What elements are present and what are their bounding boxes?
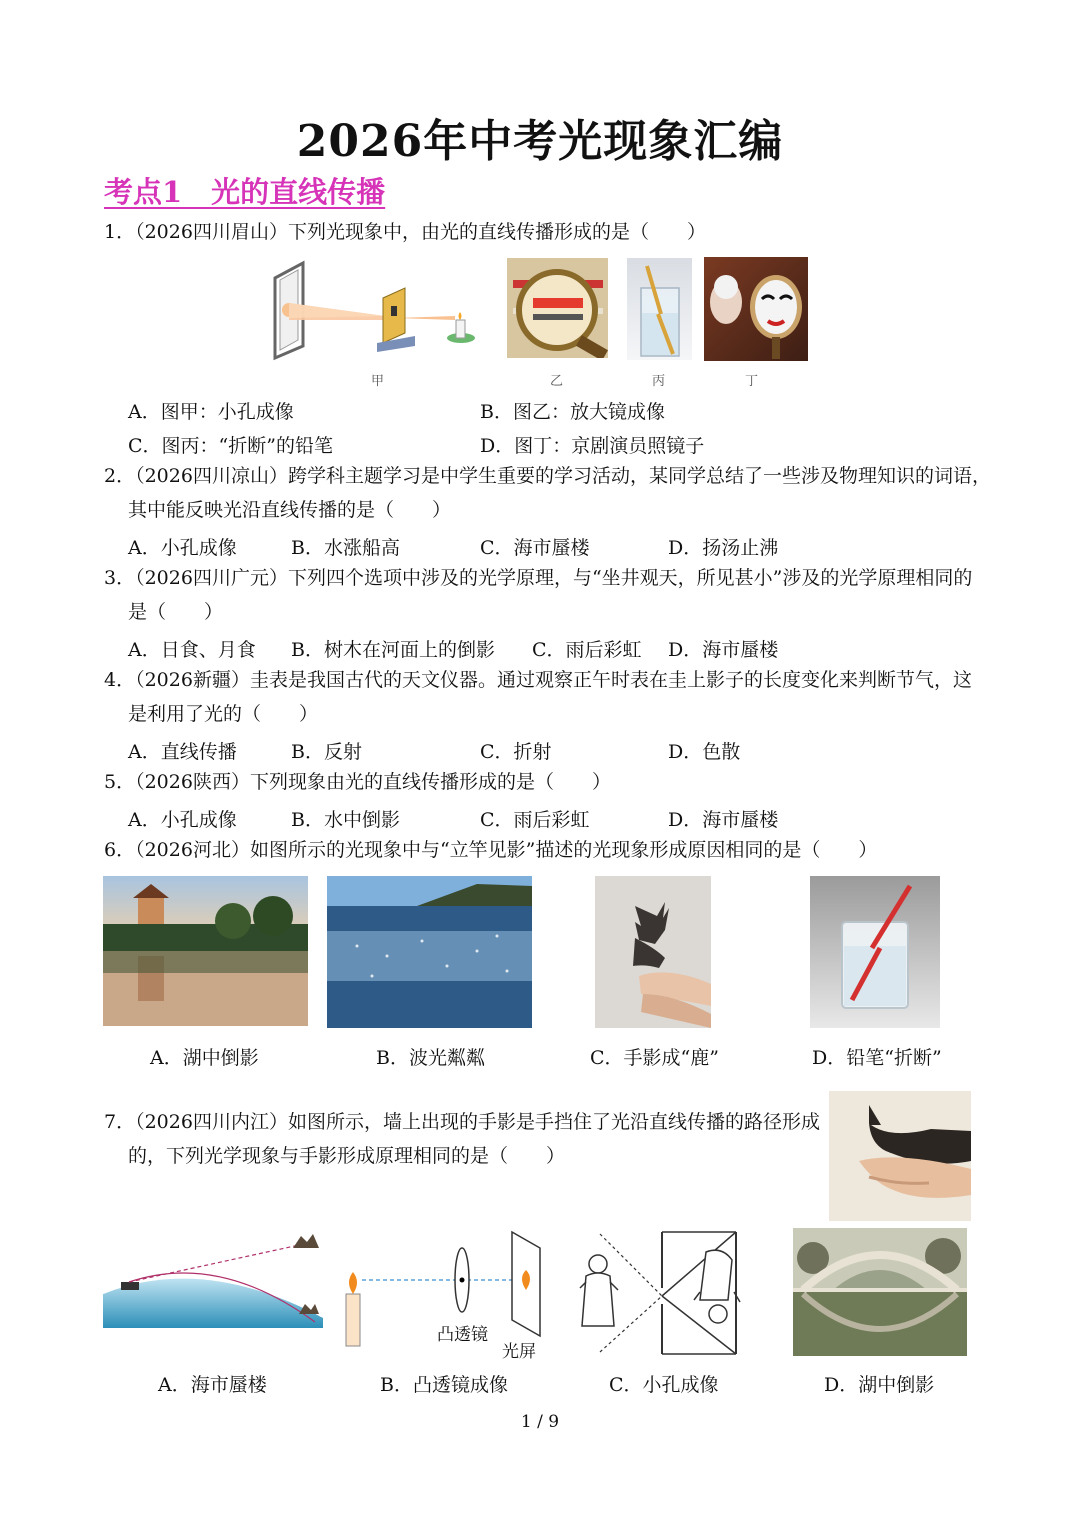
question-3-stem-line1: 3．（2026四川广元）下列四个选项中涉及的光学原理，与“坐井观天，所见甚小”涉及的光学原理相同的 (104, 567, 973, 589)
q4-option-d[interactable]: D．色散 (668, 741, 741, 763)
q7-option-c[interactable]: C．小孔成像 (609, 1374, 719, 1396)
q7-screen-label: 光屏 (502, 1342, 536, 1362)
q2-option-b[interactable]: B．水涨船高 (291, 537, 400, 559)
q1-option-b[interactable]: B．图乙：放大镜成像 (480, 401, 665, 423)
q3-option-a[interactable]: A．日食、月食 (128, 639, 256, 661)
page-title: 2026年中考光现象汇编 (296, 116, 784, 167)
question-2-stem-line1: 2．（2026四川凉山）跨学科主题学习是中学生重要的学习活动，某同学总结了一些涉及物理知识的词语， (104, 465, 991, 487)
q6-image-bent-pencil (810, 876, 940, 1028)
q5-option-c[interactable]: C．雨后彩虹 (480, 809, 590, 831)
q7-figure-mirage (103, 1228, 323, 1328)
q1-figure-jia-pinhole (265, 258, 475, 362)
page-number: 1 / 9 (520, 1412, 560, 1432)
question-7-stem-line2: 的，下列光学现象与手影形成原理相同的是（ ） (128, 1145, 566, 1167)
q4-option-a[interactable]: A．直线传播 (128, 741, 237, 763)
q6-option-c[interactable]: C．手影成“鹿” (590, 1047, 719, 1069)
question-3-stem-line2: 是（ ） (128, 601, 224, 623)
q1-figure-bing-pencil (627, 258, 692, 360)
q1-figure-yi-magnifier (507, 258, 608, 358)
q6-option-d[interactable]: D．铅笔“折断” (812, 1047, 942, 1069)
question-1-stem: 1．（2026四川眉山）下列光现象中，由光的直线传播形成的是（ ） (104, 221, 706, 243)
q6-option-a[interactable]: A．湖中倒影 (150, 1047, 259, 1069)
q7-option-a[interactable]: A．海市蜃楼 (158, 1374, 267, 1396)
question-4-stem-line2: 是利用了光的（ ） (128, 703, 319, 725)
q1-caption-ding: 丁 (745, 374, 759, 389)
question-5-stem: 5．（2026陕西）下列现象由光的直线传播形成的是（ ） (104, 771, 611, 793)
question-4-stem-line1: 4．（2026新疆）圭表是我国古代的天文仪器。通过观察正午时表在圭上影子的长度变化来判断节气，这 (104, 669, 972, 691)
q4-option-b[interactable]: B．反射 (291, 741, 362, 763)
section-heading: 考点1 光的直线传播 (104, 175, 386, 209)
q6-option-b[interactable]: B．波光粼粼 (376, 1047, 485, 1069)
q3-option-d[interactable]: D．海市蜃楼 (668, 639, 779, 661)
q7-image-hand-shadow (829, 1091, 971, 1221)
q7-figure-pinhole (570, 1228, 770, 1358)
q1-figure-ding-opera-mirror (704, 257, 808, 361)
q3-option-c[interactable]: C．雨后彩虹 (532, 639, 642, 661)
q7-lens-label: 凸透镜 (437, 1325, 488, 1345)
q7-figure-bridge-reflection (793, 1228, 967, 1356)
q1-option-d[interactable]: D．图丁：京剧演员照镜子 (480, 435, 705, 457)
q5-option-d[interactable]: D．海市蜃楼 (668, 809, 779, 831)
q6-image-deer-hand-shadow (595, 876, 711, 1028)
q1-caption-bing: 丙 (652, 374, 666, 389)
q5-option-a[interactable]: A．小孔成像 (128, 809, 237, 831)
q2-option-a[interactable]: A．小孔成像 (128, 537, 237, 559)
q4-option-c[interactable]: C．折射 (480, 741, 552, 763)
q5-option-b[interactable]: B．水中倒影 (291, 809, 400, 831)
q1-caption-jia: 甲 (371, 374, 385, 389)
question-6-stem: 6．（2026河北）如图所示的光现象中与“立竿见影”描述的光现象形成原因相同的是（ ） (104, 839, 878, 861)
q1-option-c[interactable]: C．图丙：“折断”的铅笔 (128, 435, 333, 457)
question-7-stem-line1: 7．（2026四川内江）如图所示，墙上出现的手影是手挡住了光沿直线传播的路径形成 (104, 1111, 820, 1133)
q1-option-a[interactable]: A．图甲：小孔成像 (128, 401, 294, 423)
q2-option-d[interactable]: D．扬汤止沸 (668, 537, 779, 559)
q7-option-d[interactable]: D．湖中倒影 (824, 1374, 935, 1396)
q7-option-b[interactable]: B．凸透镜成像 (380, 1374, 508, 1396)
question-2-stem-line2: 其中能反映光沿直线传播的是（ ） (128, 499, 452, 521)
q1-caption-yi: 乙 (550, 374, 564, 389)
q2-option-c[interactable]: C．海市蜃楼 (480, 537, 590, 559)
q3-option-b[interactable]: B．树木在河面上的倒影 (291, 639, 495, 661)
q6-image-lake-reflection (103, 876, 308, 1026)
q6-image-sparkling-water (327, 876, 532, 1028)
